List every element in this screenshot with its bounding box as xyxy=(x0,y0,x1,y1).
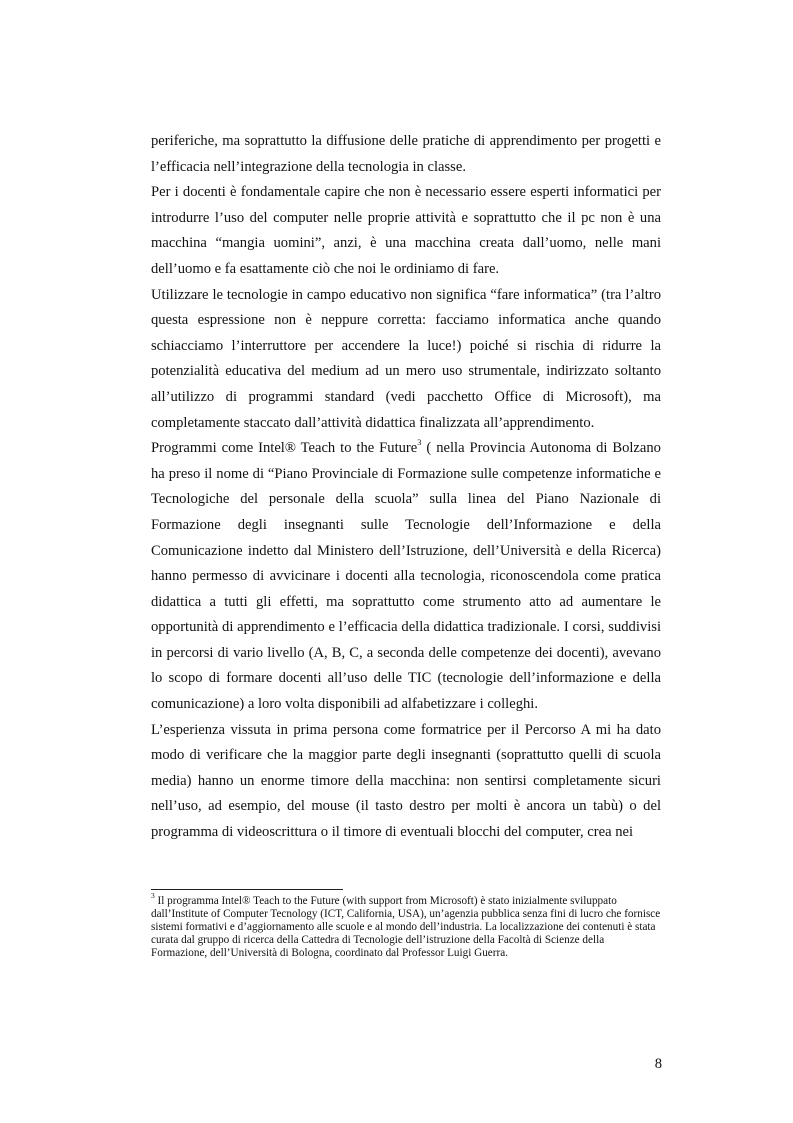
footnote-text: Il programma Intel® Teach to the Future (with support from Microsoft) è stato inizialmente sviluppato dall’Institute of Computer Tecnology (ICT, California, USA), un’agenzia pubblica senza fini di lucro che fornisce sistemi formativi e d’aggiornamento alle scuole e al mondo dell’industria. La localizzazione dei contenuti è stata curata dal gruppo di ricerca della Cattedra di Tecnologie dell’istruzione della Facoltà di Scienze della Formazione, dell’Università di Bologna, coordinato dal Professor Luigi Guerra. xyxy=(151,895,661,960)
paragraph-1: periferiche, ma soprattutto la diffusione delle pratiche di apprendimento per progetti e l’efficacia nell’integrazione della tecnologia in classe. xyxy=(151,133,661,175)
paragraph-5: L’esperienza vissuta in prima persona come formatrice per il Percorso A mi ha dato modo di verificare che la maggior parte degli insegnanti (soprattutto quelli di scuola media) hanno un enorme timore della macchina: non sentirsi completamente sicuri nell’uso, ad esempio, del mouse (il tasto destro per molti è ancora un tabù) o del programma di videoscrittura o il timore di eventuali blocchi del computer, crea nei xyxy=(151,721,661,841)
paragraph-2: Per i docenti è fondamentale capire che non è necessario essere esperti informatici per introdurre l’uso del computer nelle proprie attività e soprattutto che il pc non è una macchina “mangia uomini”, anzi, è una macchina creata dall’uomo, nelle mani dell’uomo e fa esattamente ciò che noi le ordiniamo di fare. xyxy=(151,184,661,277)
body-text xyxy=(151,129,661,846)
paragraph-3: Utilizzare le tecnologie in campo educativo non significa “fare informatica” (tra l’altro questa espressione non è neppure corretta: facciamo informatica anche quando schiacciamo l’interruttore per accendere la luce!) poiché si rischia di ridurre la potenzialità educativa del medium ad un mero uso strumentale, indirizzato soltanto all’utilizzo di programmi standard (vedi pacchetto Office di Microsoft), ma completamente staccato dall’attività didattica finalizzata all’apprendimento. xyxy=(151,286,661,431)
footnote-marker: 3 xyxy=(151,891,155,901)
footnote-reference[interactable]: 3 xyxy=(417,437,422,448)
paragraph-4 xyxy=(151,436,661,718)
footnote-separator xyxy=(151,889,343,890)
paragraph-4-rest: ( nella Provincia Autonoma di Bolzano ha preso il nome di “Piano Provinciale di Formazione sulle competenze informatiche e Tecnologiche del personale della scuola” sulla linea del Piano Nazionale di Formazione degli insegnanti sulle Tecnologie dell’Informazione e della Comunicazione indetto dal Ministero dell’Istruzione, dell’Università e della Ricerca) hanno permesso di avvicinare i docenti alla tecnologia, riconoscendola come pratica didattica a tutti gli effetti, ma soprattutto come strumento atto ad aumentare le opportunità di apprendimento e l’efficacia della didattica tradizionale. I corsi, suddivisi in percorsi di vario livello (A, B, C, a seconda delle competenze dei docenti), avevano lo scopo di formare docenti all’uso delle TIC (tecnologie dell’informazione e della comunicazione) a loro volta disponibili ad alfabetizzare i colleghi. xyxy=(151,440,661,713)
footnote xyxy=(151,891,661,960)
paragraph-4-start: Programmi come Intel® Teach to the Future xyxy=(151,440,418,457)
page-number: 8 xyxy=(654,1056,662,1072)
